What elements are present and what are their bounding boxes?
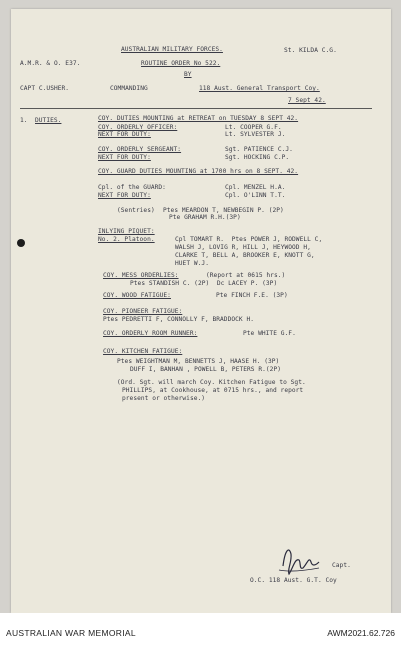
- duty-label: NEXT FOR DUTY:: [98, 131, 151, 138]
- sentries-line: Ptes MEARDON T, NEWBEGIN P. (2P): [163, 207, 284, 214]
- duty-value: Cpl. O'LINN T.T.: [225, 192, 286, 199]
- duty-value: Lt. COOPER G.F.: [225, 124, 282, 131]
- kitchen-line: Ptes WEIGHTMAN M, BENNETTS J, HAASE H. (3P): [117, 358, 280, 365]
- runner-label: COY. ORDERLY ROOM RUNNER:: [103, 330, 198, 337]
- wood-value: Pte FINCH F.E. (3P): [216, 292, 288, 299]
- sentries-label: (Sentries): [117, 207, 155, 214]
- picquet-platoon: No. 2. Platoon.: [98, 236, 155, 243]
- section-number: 1.: [20, 117, 28, 124]
- header-order-number: ROUTINE ORDER No 522.: [141, 60, 221, 67]
- header-commanding: COMMANDING: [110, 85, 148, 92]
- kitchen-line: DUFF I, BANHAN , POWELL B, PETERS R.(2P): [130, 366, 282, 373]
- footer-accession: AWM2021.62.726: [327, 628, 395, 638]
- duty-value: Cpl. MENZEL H.A.: [225, 184, 286, 191]
- header-place: St. KILDA C.G.: [284, 47, 337, 54]
- duty-label: COY. ORDERLY SERGEANT:: [98, 146, 182, 153]
- duty-heading: COY. GUARD DUTIES MOUNTING at 1700 hrs on 8 SEPT. 42.: [98, 168, 299, 175]
- duty-label: NEXT FOR DUTY:: [98, 154, 151, 161]
- kitchen-label: COY. KITCHEN FATIGUE:: [103, 348, 183, 355]
- document-page: [11, 9, 391, 613]
- header-reference: A.M.R. & O. E37.: [20, 60, 81, 67]
- picquet-line: WALSH J, LOVIG R, HILL J, HEYWOOD H,: [175, 244, 311, 251]
- duty-heading: COY. DUTIES MOUNTING at RETREAT on TUESDAY 8 SEPT 42.: [98, 115, 299, 122]
- pioneer-label: COY. PIONEER FATIGUE:: [103, 308, 183, 315]
- runner-value: Pte WHITE G.F.: [243, 330, 296, 337]
- pioneer-line: Ptes PEDRETTI F, CONNOLLY F, BRADDOCK H.: [103, 316, 255, 323]
- section-title: DUTIES.: [35, 117, 62, 124]
- note-line: (Ord. Sgt. will march Coy. Kitchen Fatigue to Sgt.: [117, 379, 306, 386]
- header-date: 7 Sept 42.: [288, 97, 326, 104]
- picquet-line: HUET W.J.: [175, 260, 209, 267]
- header-by: BY: [184, 71, 192, 78]
- header-rule: [20, 108, 372, 109]
- signature-unit: O.C. 118 Aust. G.T. Coy: [250, 577, 337, 584]
- duty-value: Sgt. PATIENCE C.J.: [225, 146, 293, 153]
- picquet-label: INLYING PIQUET:: [98, 228, 155, 235]
- picquet-line: Cpl TOMART R. Ptes POWER J, RODWELL C,: [175, 236, 323, 243]
- handwritten-signature: [275, 540, 325, 580]
- duty-label: COY. ORDERLY OFFICER:: [98, 124, 178, 131]
- mess-label: COY. MESS ORDERLIES:: [103, 272, 179, 279]
- footer-source: AUSTRALIAN WAR MEMORIAL: [6, 628, 136, 638]
- sentries-line: Pte GRAHAM R.H.(3P): [169, 214, 241, 221]
- note-line: PHILLIPS, at Cookhouse, at 0715 hrs., and report: [122, 387, 304, 394]
- header-unit: 118 Aust. General Transport Coy.: [199, 85, 320, 92]
- picquet-line: CLARKE T, BELL A, BROOKER E, KNOTT G,: [175, 252, 315, 259]
- header-officer: CAPT C.USHER.: [20, 85, 70, 92]
- note-line: present or otherwise.): [122, 395, 206, 402]
- duty-label: Cpl. of the GUARD:: [98, 184, 166, 191]
- signature-title: Capt.: [332, 562, 351, 569]
- header-org: AUSTRALIAN MILITARY FORCES.: [121, 46, 223, 53]
- mess-note: (Report at 0615 hrs.): [206, 272, 286, 279]
- wood-label: COY. WOOD FATIGUE:: [103, 292, 171, 299]
- duty-value: Sgt. HOCKING C.P.: [225, 154, 290, 161]
- punch-hole: [17, 239, 25, 247]
- duty-label: NEXT FOR DUTY:: [98, 192, 151, 199]
- mess-line: Ptes STANDISH C. (2P) Dc LACEY P. (3P): [130, 280, 278, 287]
- duty-value: Lt. SYLVESTER J.: [225, 131, 286, 138]
